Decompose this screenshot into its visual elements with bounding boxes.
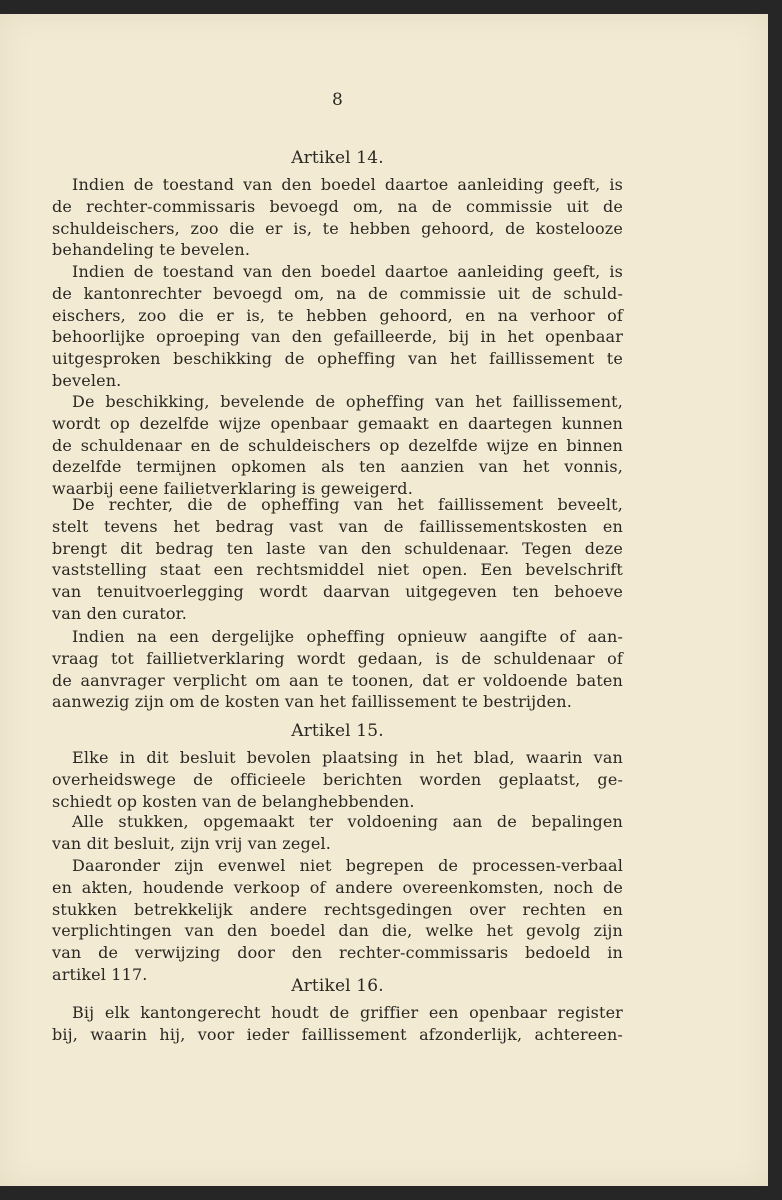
text-line: Alle stukken, opgemaakt ter voldoening aan de bepalingen [72,812,623,831]
text-line: Bij elk kantongerecht houdt de griffier een openbaar register [72,1003,623,1022]
text-line: van den curator. [52,603,187,623]
text-line: de kantonrechter bevoegd om, na de commissie uit de schuld- [52,283,623,303]
book-page [0,14,768,1186]
text-line: van de verwijzing door den rechter-commissaris bedoeld in [52,943,623,963]
text-line: Indien na een dergelijke opheffing opnieuw aangifte of aan- [72,627,623,646]
text-line: van tenuitvoerlegging wordt daarvan uitgegeven ten behoeve [52,582,623,602]
page-number: 8 [332,90,343,110]
text-line: behoorlijke oproeping van den gefailleerde, bij in het openbaar [52,327,623,347]
text-line: en akten, houdende verkoop of andere overeenkomsten, noch de [52,877,623,897]
text-line: Daaronder zijn evenwel niet begrepen de processen-verbaal [72,856,623,875]
text-line: Elke in dit besluit bevolen plaatsing in het blad, waarin van [72,748,623,767]
text-line: stukken betrekkelijk andere rechtsgedingen over rechten en [52,899,623,919]
text-line: stelt tevens het bedrag vast van de faillissementskosten en [52,516,623,536]
paragraph [52,811,623,855]
text-line: schiedt op kosten van de belanghebbenden. [52,791,415,811]
article-heading: Artikel 14. [291,148,384,168]
text-line: De beschikking, bevelende de opheffing van het faillissement, [72,392,623,411]
text-line: Indien de toestand van den boedel daartoe aanleiding geeft, is [72,262,623,281]
text-line: brengt dit bedrag ten laste van den schuldenaar. Tegen deze [52,538,623,558]
text-line: van dit besluit, zijn vrij van zegel. [52,833,331,853]
paragraph [52,391,623,500]
article-heading: Artikel 16. [291,976,384,996]
paragraph [52,261,623,392]
text-line: vaststelling staat een rechtsmiddel niet open. Een bevelschrift [52,560,623,580]
text-line: de schuldenaar en de schuldeischers op dezelfde wijze en binnen [52,435,623,455]
text-line: verplichtingen van den boedel dan die, welke het gevolg zijn [52,921,623,941]
text-line: de rechter-commissaris bevoegd om, na de commissie uit de [52,196,623,216]
paragraph [52,855,623,986]
text-line: wordt op dezelfde wijze openbaar gemaakt en daartegen kunnen [52,413,623,433]
text-line: vraag tot faillietverklaring wordt gedaan, is de schuldenaar of [52,648,623,668]
text-line: artikel 117. [52,964,148,984]
text-line: de aanvrager verplicht om aan te toonen, dat er voldoende baten [52,670,623,690]
text-line: uitgesproken beschikking de opheffing van het faillissement te [52,349,623,369]
paragraph [52,494,623,625]
text-line: eischers, zoo die er is, te hebben gehoord, en na verhoor of [52,305,623,325]
text-line: behandeling te bevelen. [52,240,251,260]
text-line: Indien de toestand van den boedel daartoe aanleiding geeft, is [72,175,623,194]
paragraph [52,174,623,261]
text-line: De rechter, die de opheffing van het faillissement beveelt, [72,495,623,514]
text-line: bevelen. [52,370,122,390]
paragraph [52,1002,623,1046]
article-heading: Artikel 15. [291,721,384,741]
text-line: dezelfde termijnen opkomen als ten aanzien van het vonnis, [52,457,623,477]
text-line: waarbij eene failietverklaring is geweigerd. [52,479,413,499]
text-line: overheidswege de officieele berichten worden geplaatst, ge- [52,769,623,789]
paragraph [52,747,623,812]
text-line: schuldeischers, zoo die er is, te hebben gehoord, de kostelooze [52,218,623,238]
text-line: bij, waarin hij, voor ieder faillissement afzonderlijk, achtereen- [52,1024,623,1044]
text-line: aanwezig zijn om de kosten van het faillissement te bestrijden. [52,692,572,712]
paragraph [52,626,623,713]
